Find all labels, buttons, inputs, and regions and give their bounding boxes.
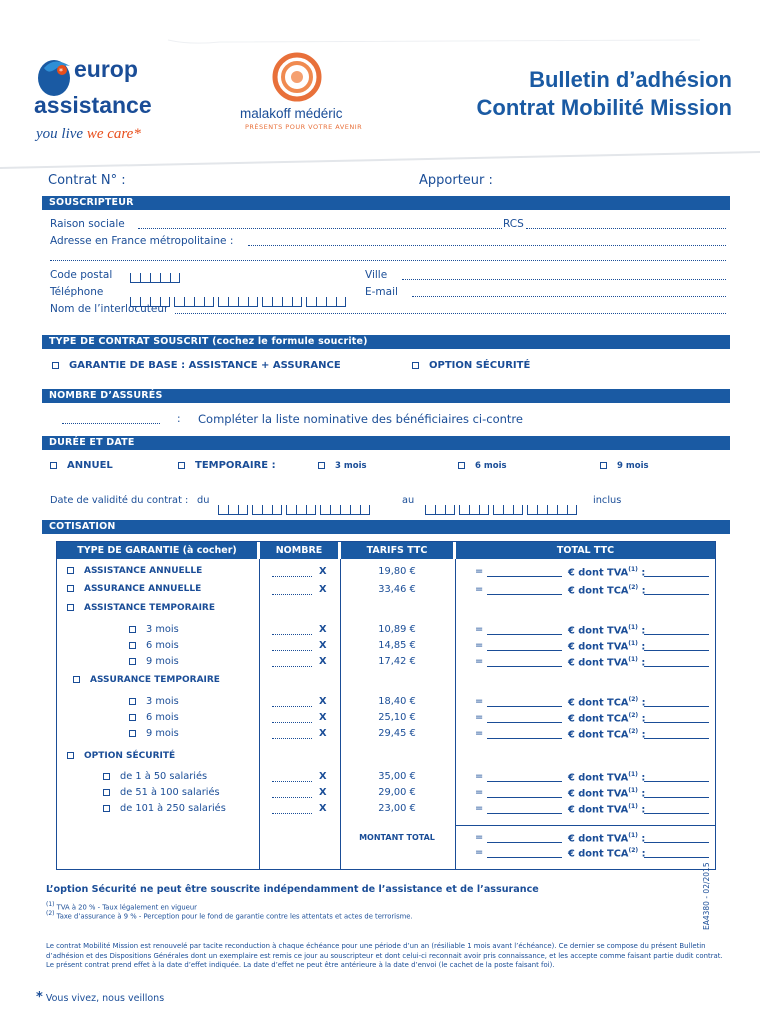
duree-9mois-label: 9 mois	[617, 461, 649, 471]
row-option[interactable]	[103, 787, 220, 798]
equals-sign: =	[475, 624, 484, 635]
multiply-sign: X	[319, 728, 327, 739]
total-divider	[455, 825, 715, 826]
row-label: ASSURANCE TEMPORAIRE	[90, 675, 220, 685]
table-row	[57, 750, 717, 764]
row-checkbox[interactable]	[103, 789, 110, 796]
nombre-colon: :	[177, 413, 181, 425]
row-option[interactable]	[129, 656, 179, 667]
tax-label: € dont TVA$^{(1)}$ :	[568, 832, 646, 845]
tax-field[interactable]	[644, 706, 709, 707]
nombre-field[interactable]	[272, 706, 312, 707]
multiply-sign: X	[319, 624, 327, 635]
malakoff-mederic-logo	[236, 52, 376, 134]
multiply-sign: X	[319, 696, 327, 707]
row-option[interactable]	[103, 803, 226, 814]
tax-field[interactable]	[644, 781, 709, 782]
total-field[interactable]	[487, 594, 562, 595]
tax-field[interactable]	[644, 813, 709, 814]
equals-sign: =	[475, 584, 484, 595]
telephone-label: Téléphone	[50, 286, 104, 298]
tax-label-text: € dont TCA	[568, 848, 629, 860]
tax-label-text: € dont TVA	[568, 804, 629, 816]
tax-label-text: € dont TVA	[568, 657, 629, 669]
header-total: TOTAL TTC	[456, 542, 715, 559]
tarif-value: 25,10 €	[378, 712, 416, 723]
malakoff-tagline: PRÉSENTS POUR VOTRE AVENIR	[245, 123, 363, 131]
row-checkbox[interactable]	[73, 676, 80, 683]
row-option[interactable]	[103, 771, 207, 782]
annuel-checkbox[interactable]	[50, 462, 57, 469]
equals-sign: =	[475, 787, 484, 798]
footer-text: Vous vivez, nous veillons	[45, 993, 165, 1004]
tax-footnote-mark: (2)	[628, 728, 639, 735]
row-label: ASSISTANCE TEMPORAIRE	[84, 603, 215, 613]
tax-footnote-mark: (2)	[628, 696, 639, 703]
nombre-instruction: Compléter la liste nominative des bénéficiaires ci-contre	[198, 412, 523, 426]
title-line-1: Bulletin d’adhésion	[529, 67, 732, 92]
duree-3mois-checkbox[interactable]	[318, 462, 325, 469]
ville-field[interactable]	[402, 279, 726, 280]
row-label: de 51 à 100 salariés	[120, 787, 220, 798]
tax-footnote-mark: (1)	[628, 771, 638, 778]
nombre-assures-field[interactable]	[62, 423, 160, 424]
footnote-1-text: TVA à 20 % - Taux légalement en vigueur	[56, 903, 197, 912]
date-du-label: du	[197, 495, 210, 506]
multiply-sign: X	[319, 787, 327, 798]
tarif-value: 18,40 €	[378, 696, 416, 707]
tax-footnote-mark: (1)	[628, 832, 638, 839]
raison-sociale-label: Raison sociale	[50, 218, 125, 230]
equals-sign: =	[475, 566, 484, 577]
email-label: E-mail	[365, 286, 398, 298]
tax-field[interactable]	[644, 842, 709, 843]
rcs-field[interactable]	[526, 228, 726, 229]
duree-6mois-checkbox[interactable]	[458, 462, 465, 469]
duree-6mois-option[interactable]	[458, 461, 507, 471]
total-row	[57, 832, 717, 846]
souscripteur-bar: SOUSCRIPTEUR	[42, 196, 730, 210]
option-securite-option[interactable]	[412, 360, 530, 371]
row-option[interactable]	[129, 712, 179, 723]
table-row	[57, 696, 717, 710]
tax-label-text: € dont TCA	[568, 729, 629, 741]
garantie-base-option[interactable]	[52, 360, 341, 371]
tagline-you-live: you live	[36, 126, 84, 142]
tax-field[interactable]	[644, 797, 709, 798]
tax-label: € dont TCA$^{(2)}$ :	[568, 728, 646, 741]
row-option[interactable]	[129, 624, 179, 635]
table-row	[57, 602, 717, 616]
tax-label-text: € dont TCA	[568, 585, 629, 597]
row-checkbox[interactable]	[129, 642, 136, 649]
tax-field[interactable]	[644, 666, 709, 667]
tax-field[interactable]	[644, 738, 709, 739]
row-option[interactable]	[67, 603, 215, 613]
equals-sign: =	[475, 656, 484, 667]
tax-footnote-mark: (2)	[628, 712, 639, 719]
equals-sign: =	[475, 712, 484, 723]
adresse-field-2[interactable]	[50, 260, 726, 261]
nombre-field[interactable]	[272, 634, 312, 635]
apporteur-label: Apporteur :	[419, 173, 493, 188]
nombre-field[interactable]	[272, 594, 312, 595]
raison-sociale-field[interactable]	[138, 228, 502, 229]
footnote-2-mark: (2)	[46, 910, 55, 917]
row-label: ASSURANCE ANNUELLE	[84, 584, 202, 594]
tax-footnote-mark: (1)	[628, 787, 638, 794]
nombre-field[interactable]	[272, 666, 312, 667]
row-option[interactable]	[129, 728, 179, 739]
tarif-value: 35,00 €	[378, 771, 416, 782]
tax-label: € dont TVA$^{(1)}$ :	[568, 566, 646, 579]
date-au-label: au	[402, 495, 415, 506]
option-note: L’option Sécurité ne peut être souscrite indépendamment de l’assistance et de l’assurance	[46, 884, 539, 895]
row-option[interactable]	[67, 566, 202, 576]
header-type-garantie: TYPE DE GARANTIE (à cocher)	[57, 542, 257, 559]
tax-footnote-mark: (1)	[628, 656, 638, 663]
row-checkbox[interactable]	[129, 698, 136, 705]
multiply-sign: X	[319, 771, 327, 782]
multiply-sign: X	[319, 566, 327, 577]
tax-label: € dont TCA$^{(2)}$ :	[568, 584, 646, 597]
tax-label: € dont TVA$^{(1)}$ :	[568, 656, 646, 669]
tarif-value: 14,85 €	[378, 640, 416, 651]
row-option[interactable]	[67, 584, 201, 594]
tax-footnote-mark: (1)	[628, 566, 638, 573]
svg-text:*: *	[59, 67, 63, 76]
footnote-1-mark: (1)	[46, 901, 55, 908]
tax-label: € dont TVA$^{(1)}$ :	[568, 640, 646, 653]
nombre-field[interactable]	[272, 738, 312, 739]
inclus-label: inclus	[593, 495, 622, 506]
europ-assistance-logo	[34, 56, 204, 156]
table-row	[57, 584, 717, 598]
document-reference: EA4380 - 02/2015	[702, 862, 711, 930]
footnote-2-text: Taxe d’assurance à 9 % - Perception pour le fond de garantie contre les attentats et actes de terrorisme.	[56, 912, 413, 921]
nombre-field[interactable]	[272, 722, 312, 723]
total-field[interactable]	[487, 857, 562, 858]
table-row	[57, 566, 717, 580]
interlocuteur-label: Nom de l’interlocuteur	[50, 303, 169, 315]
tax-label: € dont TVA$^{(1)}$ :	[568, 771, 646, 784]
table-row	[57, 712, 717, 726]
row-checkbox[interactable]	[67, 585, 74, 592]
title-line-2: Contrat Mobilité Mission	[476, 95, 732, 120]
date-du-field[interactable]	[218, 493, 374, 512]
multiply-sign: X	[319, 656, 327, 667]
tax-label: € dont TCA$^{(2)}$ :	[568, 696, 646, 709]
email-field[interactable]	[412, 296, 726, 297]
equals-sign: =	[475, 696, 484, 707]
row-checkbox[interactable]	[67, 752, 74, 759]
total-field[interactable]	[487, 781, 562, 782]
tax-field[interactable]	[644, 634, 709, 635]
ville-label: Ville	[365, 269, 388, 281]
table-row	[57, 803, 717, 817]
adresse-field-1[interactable]	[248, 245, 726, 246]
tax-footnote-mark: (1)	[628, 624, 638, 631]
montant-total-label: MONTANT TOTAL	[359, 833, 435, 842]
row-label: de 1 à 50 salariés	[120, 771, 208, 782]
nombre-field[interactable]	[272, 650, 312, 651]
type-contrat-bar: TYPE DE CONTRAT SOUSCRIT (cochez le formule soucrite)	[42, 335, 730, 349]
row-label: 3 mois	[146, 624, 179, 635]
row-option[interactable]	[129, 696, 179, 707]
tax-field[interactable]	[644, 650, 709, 651]
tarif-value: 29,00 €	[378, 787, 416, 798]
multiply-sign: X	[319, 803, 327, 814]
row-checkbox[interactable]	[103, 773, 110, 780]
tax-label-text: € dont TVA	[568, 833, 629, 845]
option-securite-label: OPTION SÉCURITÉ	[429, 360, 531, 371]
annuel-label: ANNUEL	[67, 460, 113, 471]
total-field[interactable]	[487, 666, 562, 667]
equals-sign: =	[475, 771, 484, 782]
tarif-value: 23,00 €	[378, 803, 416, 814]
tax-label: € dont TVA$^{(1)}$ :	[568, 624, 646, 637]
tax-field[interactable]	[644, 722, 709, 723]
nombre-field[interactable]	[272, 797, 312, 798]
date-au-field[interactable]	[425, 493, 581, 512]
equals-sign: =	[475, 640, 484, 651]
tagline-we-care: we care*	[86, 126, 141, 142]
header-nombre: NOMBRE	[260, 542, 338, 559]
assistance-word: assistance	[34, 92, 152, 118]
total-row	[57, 847, 717, 861]
tarif-value: 33,46 €	[378, 584, 416, 595]
tax-label-text: € dont TVA	[568, 788, 629, 800]
equals-sign: =	[475, 847, 484, 858]
table-row	[57, 771, 717, 785]
tax-footnote-mark: (2)	[628, 847, 639, 854]
nombre-assures-bar: NOMBRE D’ASSURÉS	[42, 389, 730, 403]
nombre-field[interactable]	[272, 781, 312, 782]
garantie-base-checkbox[interactable]	[52, 362, 59, 369]
row-label: 9 mois	[146, 728, 179, 739]
equals-sign: =	[475, 728, 484, 739]
cotisation-bar: COTISATION	[42, 520, 730, 534]
code-postal-field[interactable]	[130, 268, 180, 280]
total-field[interactable]	[487, 797, 562, 798]
telephone-field[interactable]	[130, 285, 350, 304]
tarif-value: 17,42 €	[378, 656, 416, 667]
multiply-sign: X	[319, 640, 327, 651]
tax-label: € dont TCA$^{(2)}$ :	[568, 847, 646, 860]
table-row	[57, 787, 717, 801]
europ-word: europ	[74, 56, 138, 82]
tax-footnote-mark: (2)	[628, 584, 639, 591]
document-title	[477, 66, 732, 122]
tax-label: € dont TVA$^{(1)}$ :	[568, 787, 646, 800]
multiply-sign: X	[319, 584, 327, 595]
row-checkbox[interactable]	[129, 658, 136, 665]
tarif-value: 19,80 €	[378, 566, 416, 577]
row-checkbox[interactable]	[129, 730, 136, 737]
total-field[interactable]	[487, 634, 562, 635]
malakoff-spiral-icon	[272, 52, 322, 102]
code-postal-label: Code postal	[50, 269, 113, 281]
tax-label-text: € dont TVA	[568, 567, 629, 579]
tax-label-text: € dont TVA	[568, 772, 629, 784]
total-field[interactable]	[487, 650, 562, 651]
row-checkbox[interactable]	[129, 626, 136, 633]
total-field[interactable]	[487, 722, 562, 723]
row-label: 3 mois	[146, 696, 179, 707]
tarif-value: 10,89 €	[378, 624, 416, 635]
tax-label-text: € dont TCA	[568, 713, 629, 725]
total-field[interactable]	[487, 738, 562, 739]
date-validite-label: Date de validité du contrat :	[50, 495, 189, 506]
row-label: OPTION SÉCURITÉ	[84, 751, 176, 761]
temporaire-checkbox[interactable]	[178, 462, 185, 469]
total-field[interactable]	[487, 576, 562, 577]
rcs-label: RCS	[503, 218, 524, 230]
annuel-option[interactable]	[50, 460, 113, 471]
duree-9mois-checkbox[interactable]	[600, 462, 607, 469]
row-checkbox[interactable]	[67, 567, 74, 574]
table-row	[57, 640, 717, 654]
nombre-field[interactable]	[272, 813, 312, 814]
row-option[interactable]	[129, 640, 179, 651]
total-field[interactable]	[487, 842, 562, 843]
tax-label-text: € dont TCA	[568, 697, 629, 709]
row-label: 6 mois	[146, 712, 179, 723]
duree-6mois-label: 6 mois	[475, 461, 507, 471]
legal-text: Le contrat Mobilité Mission est renouvelé par tacite reconduction à chaque échéance pour une période d’un an (résiliable 1 mois avant l’échéance). Ce dernier se compose du présent Bulletin d’adhésion et des Dispositions Générales dont un exemplaire est remis ce jour au souscripteur et dont celui-ci reconnait avoir pris connaissance, et les accepte comme faisant partie dudit contrat. Le présent contrat prend effet à la date d’effet indiquée. La date d’effet ne peut être antérieure à la date d’envoi (le cachet de la poste faisant foi).	[46, 942, 723, 970]
row-label: ASSISTANCE ANNUELLE	[84, 566, 203, 576]
row-label: 9 mois	[146, 656, 179, 667]
table-row	[57, 656, 717, 670]
row-label: 6 mois	[146, 640, 179, 651]
option-securite-checkbox[interactable]	[412, 362, 419, 369]
duree-date-bar: DURÉE ET DATE	[42, 436, 730, 450]
tax-field[interactable]	[644, 857, 709, 858]
tax-field[interactable]	[644, 594, 709, 595]
nombre-field[interactable]	[272, 576, 312, 577]
row-checkbox[interactable]	[67, 604, 74, 611]
table-row	[57, 674, 717, 688]
temporaire-label: TEMPORAIRE :	[195, 460, 276, 471]
table-row	[57, 624, 717, 638]
header-tarifs: TARIFS TTC	[341, 542, 453, 559]
tagline	[36, 126, 141, 143]
duree-3mois-label: 3 mois	[335, 461, 367, 471]
footer-star: *	[36, 990, 43, 1005]
tax-field[interactable]	[644, 576, 709, 577]
adresse-label: Adresse en France métropolitaine :	[50, 235, 234, 247]
table-row	[57, 728, 717, 742]
row-checkbox[interactable]	[129, 714, 136, 721]
total-field[interactable]	[487, 813, 562, 814]
tax-label: € dont TCA$^{(2)}$ :	[568, 712, 646, 725]
multiply-sign: X	[319, 712, 327, 723]
contrat-number-label: Contrat N° :	[48, 173, 126, 188]
garantie-base-label: GARANTIE DE BASE : ASSISTANCE + ASSURANCE	[69, 360, 341, 371]
footnote-2	[46, 910, 413, 920]
footer-slogan	[36, 990, 164, 1005]
tax-footnote-mark: (1)	[628, 640, 638, 647]
tax-footnote-mark: (1)	[628, 803, 638, 810]
temporaire-option[interactable]	[178, 460, 276, 471]
tax-label-text: € dont TVA	[568, 625, 629, 637]
row-option[interactable]	[67, 751, 175, 761]
duree-3mois-option[interactable]	[318, 461, 367, 471]
tax-label-text: € dont TVA	[568, 641, 629, 653]
tarif-value: 29,45 €	[378, 728, 416, 739]
tax-label: € dont TVA$^{(1)}$ :	[568, 803, 646, 816]
row-option[interactable]	[73, 675, 220, 685]
total-field[interactable]	[487, 706, 562, 707]
duree-9mois-option[interactable]	[600, 461, 649, 471]
cotisation-table	[56, 541, 716, 870]
row-checkbox[interactable]	[103, 805, 110, 812]
equals-sign: =	[475, 803, 484, 814]
equals-sign: =	[475, 832, 484, 843]
row-label: de 101 à 250 salariés	[120, 803, 226, 814]
malakoff-name: malakoff médéric	[240, 106, 343, 121]
interlocuteur-field[interactable]	[175, 313, 726, 314]
